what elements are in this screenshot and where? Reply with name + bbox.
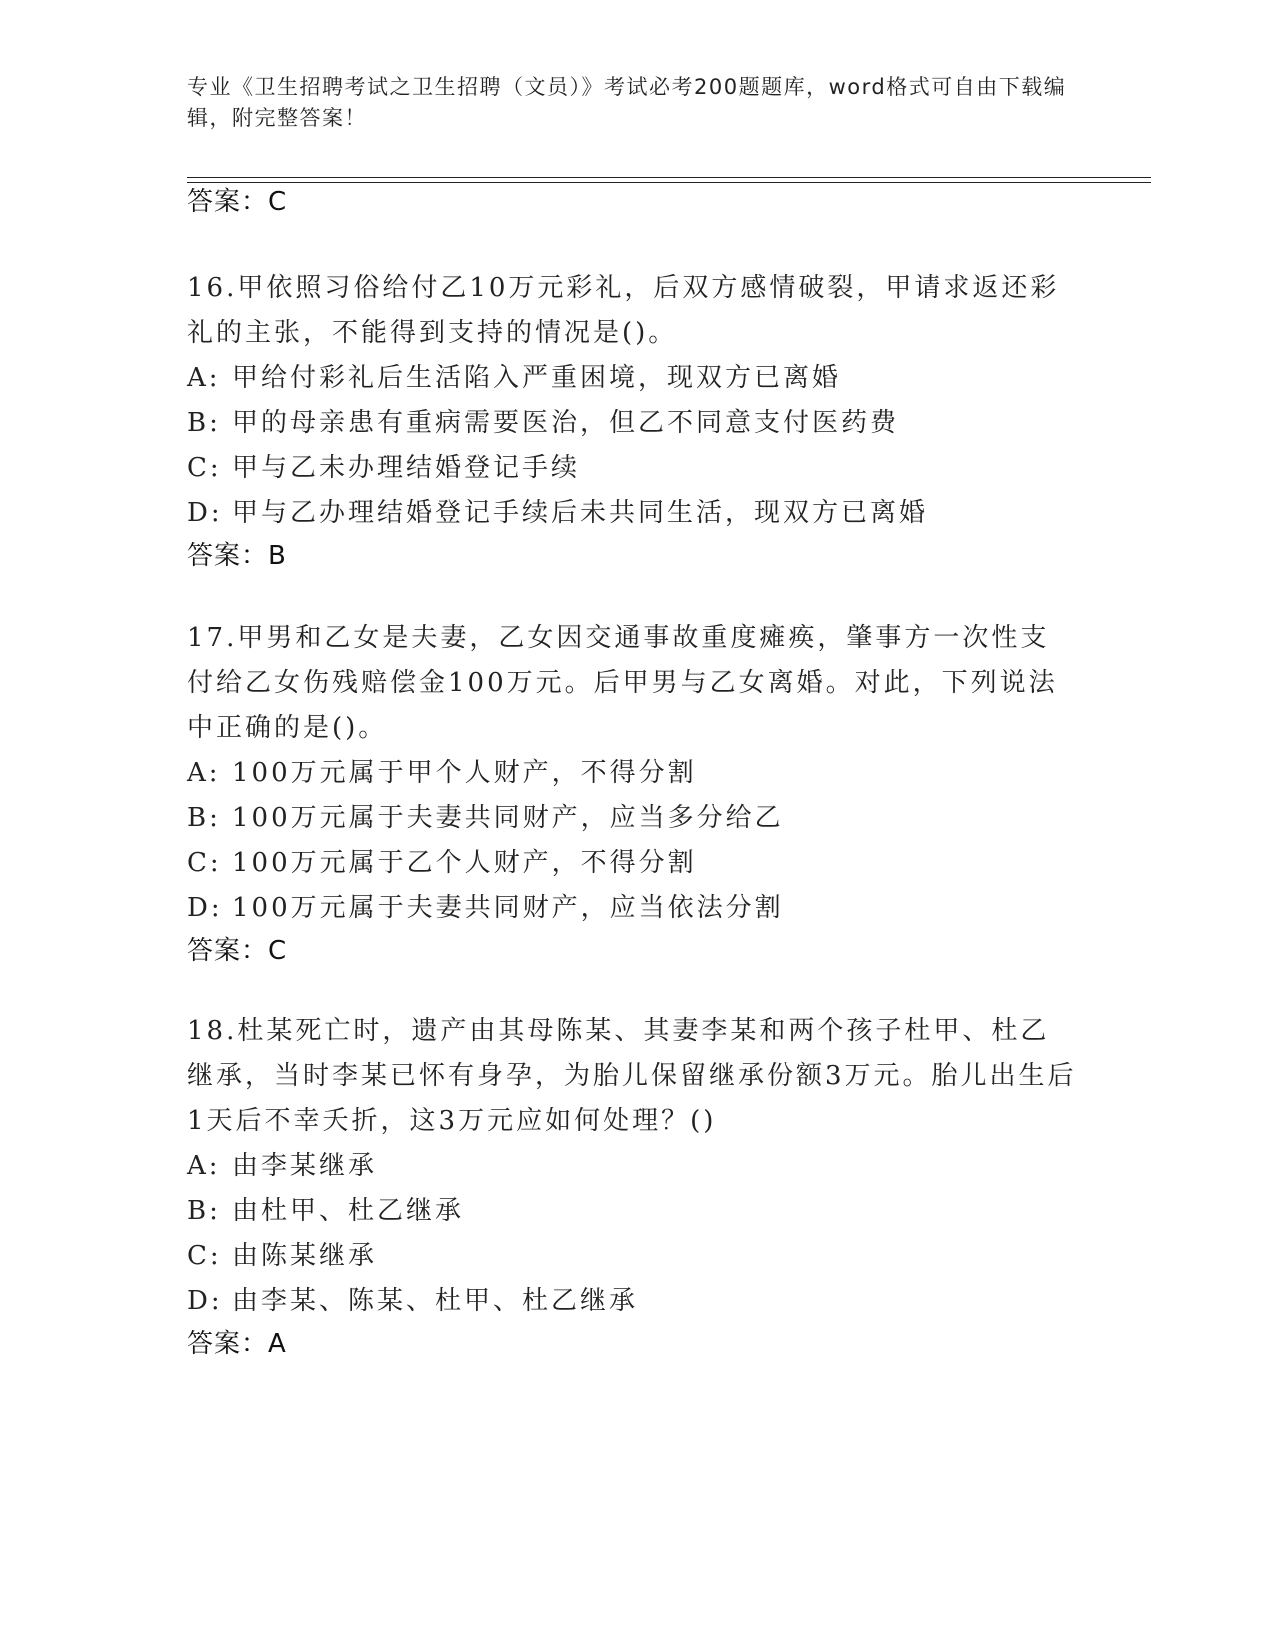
option-letter: D: — [187, 498, 223, 528]
option-c — [187, 1234, 1087, 1279]
answer-line: 答案：C — [187, 187, 288, 217]
option-letter: C: — [187, 848, 222, 878]
option-b — [187, 1189, 1087, 1234]
option-letter: D: — [187, 893, 223, 923]
answer-line: 答案：B — [187, 541, 287, 571]
option-a — [187, 1144, 1087, 1189]
answer-line: 答案：A — [187, 1329, 287, 1359]
option-letter: B: — [187, 1196, 221, 1226]
option-letter: C: — [187, 1241, 222, 1271]
header-divider-top — [187, 177, 1151, 178]
option-a — [187, 751, 1087, 796]
option-text: 由李某、陈某、杜甲、杜乙继承 — [232, 1286, 639, 1316]
option-letter: A: — [187, 363, 221, 393]
option-text: 甲给付彩礼后生活陷入严重困境，现双方已离婚 — [232, 363, 842, 393]
option-text: 100万元属于甲个人财产，不得分割 — [232, 758, 697, 788]
option-b — [187, 401, 1087, 446]
option-d — [187, 886, 1087, 931]
question-text: 18.杜某死亡时，遗产由其母陈某、其妻李某和两个孩子杜甲、杜乙继承，当时李某已怀有身孕，为胎儿保留继承份额3万元。胎儿出生后1天后不幸夭折，这3万元应如何处理？() — [187, 1016, 1077, 1136]
option-d — [187, 1279, 1087, 1324]
option-letter: B: — [187, 408, 221, 438]
option-letter: A: — [187, 758, 221, 788]
option-text: 由李某继承 — [232, 1151, 378, 1181]
question-block-18 — [187, 1009, 1087, 1364]
option-c — [187, 841, 1087, 886]
answer-line: 答案：C — [187, 936, 288, 966]
option-c — [187, 446, 1087, 491]
option-text: 100万元属于夫妻共同财产，应当多分给乙 — [232, 803, 784, 833]
option-text: 甲的母亲患有重病需要医治，但乙不同意支付医药费 — [232, 408, 900, 438]
document-header: 专业《卫生招聘考试之卫生招聘（文员）》考试必考200题题库，word格式可自由下载编辑，附完整答案！ — [187, 75, 1067, 130]
option-text: 甲与乙办理结婚登记手续后未共同生活，现双方已离婚 — [232, 498, 929, 528]
option-letter: D: — [187, 1286, 223, 1316]
option-text: 由陈某继承 — [232, 1241, 378, 1271]
option-text: 由杜甲、杜乙继承 — [232, 1196, 465, 1226]
option-a — [187, 356, 1087, 401]
option-letter: A: — [187, 1151, 221, 1181]
option-text: 100万元属于乙个人财产，不得分割 — [232, 848, 697, 878]
option-text: 100万元属于夫妻共同财产，应当依法分割 — [232, 893, 784, 923]
question-text: 16.甲依照习俗给付乙10万元彩礼，后双方感情破裂，甲请求返还彩礼的主张，不能得到支持的情况是()。 — [187, 273, 1060, 348]
question-block-17 — [187, 616, 1087, 971]
option-d — [187, 491, 1087, 536]
previous-answer-block — [187, 182, 1087, 222]
question-text: 17.甲男和乙女是夫妻，乙女因交通事故重度瘫痪，肇事方一次性支付给乙女伤残赔偿金100万元。后甲男与乙女离婚。对此，下列说法中正确的是()。 — [187, 623, 1058, 743]
option-letter: B: — [187, 803, 221, 833]
option-b — [187, 796, 1087, 841]
option-letter: C: — [187, 453, 222, 483]
question-block-16 — [187, 266, 1087, 576]
option-text: 甲与乙未办理结婚登记手续 — [232, 453, 581, 483]
